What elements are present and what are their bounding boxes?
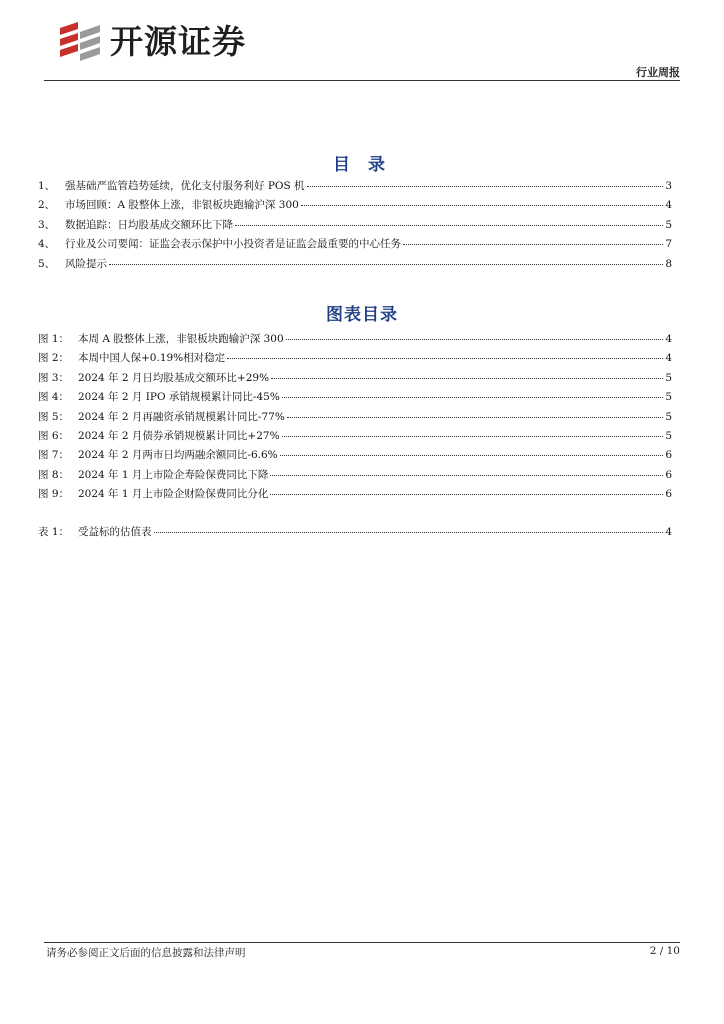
toc-entry-title[interactable]: 2024 年 1 月上市险企寿险保费同比下降 xyxy=(78,468,269,481)
toc-entry-page[interactable]: 6 xyxy=(665,449,672,462)
toc-title: 目 录 xyxy=(333,155,391,175)
brand-name: 开源证券 xyxy=(110,22,246,61)
toc-entry-number: 图 8： xyxy=(38,468,70,481)
toc-entry-number: 图 4： xyxy=(38,391,70,404)
toc-dot-leader xyxy=(282,436,664,437)
toc-entry-page[interactable]: 5 xyxy=(665,429,672,442)
toc-entry[interactable] xyxy=(38,197,672,216)
toc-entry-page[interactable]: 3 xyxy=(665,180,672,192)
toc-entry-number: 图 5： xyxy=(38,410,70,423)
footer-divider xyxy=(44,942,680,943)
kaiyuan-logo-icon xyxy=(58,20,102,64)
toc-entry-number: 图 3： xyxy=(38,371,70,384)
toc-entry[interactable] xyxy=(38,331,672,350)
toc-dot-leader xyxy=(270,475,663,476)
toc-entry[interactable] xyxy=(38,389,672,408)
toc-entry-number: 图 1： xyxy=(38,333,70,345)
toc-entry[interactable] xyxy=(38,236,672,255)
toc-entry[interactable] xyxy=(38,370,672,389)
toc-entry[interactable] xyxy=(38,486,672,505)
toc-entry-number: 图 7： xyxy=(38,449,70,462)
toc-entry-page[interactable]: 6 xyxy=(665,468,672,481)
toc-entry-page[interactable]: 4 xyxy=(665,333,672,345)
toc-dot-leader xyxy=(282,397,664,398)
toc-entry-page[interactable]: 7 xyxy=(665,238,672,251)
toc-entry[interactable] xyxy=(38,256,672,275)
toc-entry-title[interactable]: 强基础严监管趋势延续，优化支付服务利好 POS 机 xyxy=(65,180,305,192)
toc-entry-title[interactable]: 2024 年 2 月再融资承销规模累计同比-77% xyxy=(78,410,285,423)
toc-entry-title[interactable]: 2024 年 1 月上市险企财险保费同比分化 xyxy=(78,488,269,501)
toc-dot-leader xyxy=(307,186,664,187)
toc-entry-page[interactable]: 6 xyxy=(665,488,672,501)
toc-entry-number: 4、 xyxy=(38,238,56,251)
toc-entry-number: 图 9： xyxy=(38,488,70,501)
toc-entry[interactable] xyxy=(38,467,672,486)
toc-entry-title[interactable]: 本周中国人保+0.19%相对稳定 xyxy=(78,352,226,365)
toc-dot-leader xyxy=(235,225,663,226)
toc-dot-leader xyxy=(109,264,663,265)
toc-dot-leader xyxy=(154,532,664,533)
page-number: 2 / 10 xyxy=(649,945,680,957)
page-header xyxy=(0,0,724,82)
figures-toc-title: 图表目录 xyxy=(326,305,398,325)
footer-disclaimer: 请务必参阅正文后面的信息披露和法律声明 xyxy=(46,947,246,959)
toc-entry-title[interactable]: 2024 年 2 月 IPO 承销规模累计同比-45% xyxy=(78,391,280,404)
toc-entry-page[interactable]: 5 xyxy=(665,410,672,423)
toc-entry[interactable] xyxy=(38,217,672,236)
toc-entry-number: 图 6： xyxy=(38,429,70,442)
toc-entry-title[interactable]: 风险提示 xyxy=(65,257,107,270)
toc-entry-title[interactable]: 数据追踪：日均股基成交额环比下降 xyxy=(65,218,233,231)
toc-entry[interactable] xyxy=(38,428,672,447)
toc-entry-page[interactable]: 5 xyxy=(665,371,672,384)
toc-dot-leader xyxy=(271,378,663,379)
toc-entry[interactable] xyxy=(38,178,672,197)
toc-entry-number: 图 2： xyxy=(38,352,70,365)
toc-entry-page[interactable]: 4 xyxy=(665,352,672,365)
toc-entry-number: 3、 xyxy=(38,218,56,231)
toc-entry-title[interactable]: 行业及公司要闻：证监会表示保护中小投资者是证监会最重要的中心任务 xyxy=(65,238,401,251)
tables-toc-list xyxy=(38,524,672,543)
toc-entry[interactable] xyxy=(38,350,672,369)
toc-entry-title[interactable]: 本周 A 股整体上涨，非银板块跑输沪深 300 xyxy=(78,333,284,345)
toc-dot-leader xyxy=(280,455,664,456)
toc-entry-number: 2、 xyxy=(38,199,56,212)
report-type-label: 行业周报 xyxy=(636,66,680,79)
toc-entry[interactable] xyxy=(38,524,672,543)
toc-entry-page[interactable]: 8 xyxy=(665,257,672,270)
toc-entry-page[interactable]: 5 xyxy=(665,218,672,231)
toc-dot-leader xyxy=(301,205,664,206)
toc-dot-leader xyxy=(227,358,663,359)
toc-entry[interactable] xyxy=(38,409,672,428)
toc-dot-leader xyxy=(270,494,663,495)
toc-entry-title[interactable]: 2024 年 2 月两市日均两融余额同比-6.6% xyxy=(78,449,278,462)
figures-toc-list xyxy=(38,331,672,506)
toc-entry-page[interactable]: 5 xyxy=(665,391,672,404)
toc-dot-leader xyxy=(286,339,664,340)
toc-entry-number: 表 1： xyxy=(38,526,70,538)
toc-list xyxy=(38,178,672,275)
toc-entry-number: 1、 xyxy=(38,180,56,192)
toc-dot-leader xyxy=(403,244,663,245)
header-divider xyxy=(44,80,680,81)
toc-entry-title[interactable]: 市场回顾：A 股整体上涨，非银板块跑输沪深 300 xyxy=(65,199,299,212)
toc-dot-leader xyxy=(287,417,664,418)
toc-entry-title[interactable]: 2024 年 2 月日均股基成交额环比+29% xyxy=(78,371,270,384)
toc-entry-title[interactable]: 2024 年 2 月债券承销规模累计同比+27% xyxy=(78,429,280,442)
toc-entry[interactable] xyxy=(38,447,672,466)
toc-entry-title[interactable]: 受益标的估值表 xyxy=(78,526,152,538)
toc-entry-number: 5、 xyxy=(38,257,56,270)
toc-entry-page[interactable]: 4 xyxy=(665,526,672,538)
toc-entry-page[interactable]: 4 xyxy=(665,199,672,212)
